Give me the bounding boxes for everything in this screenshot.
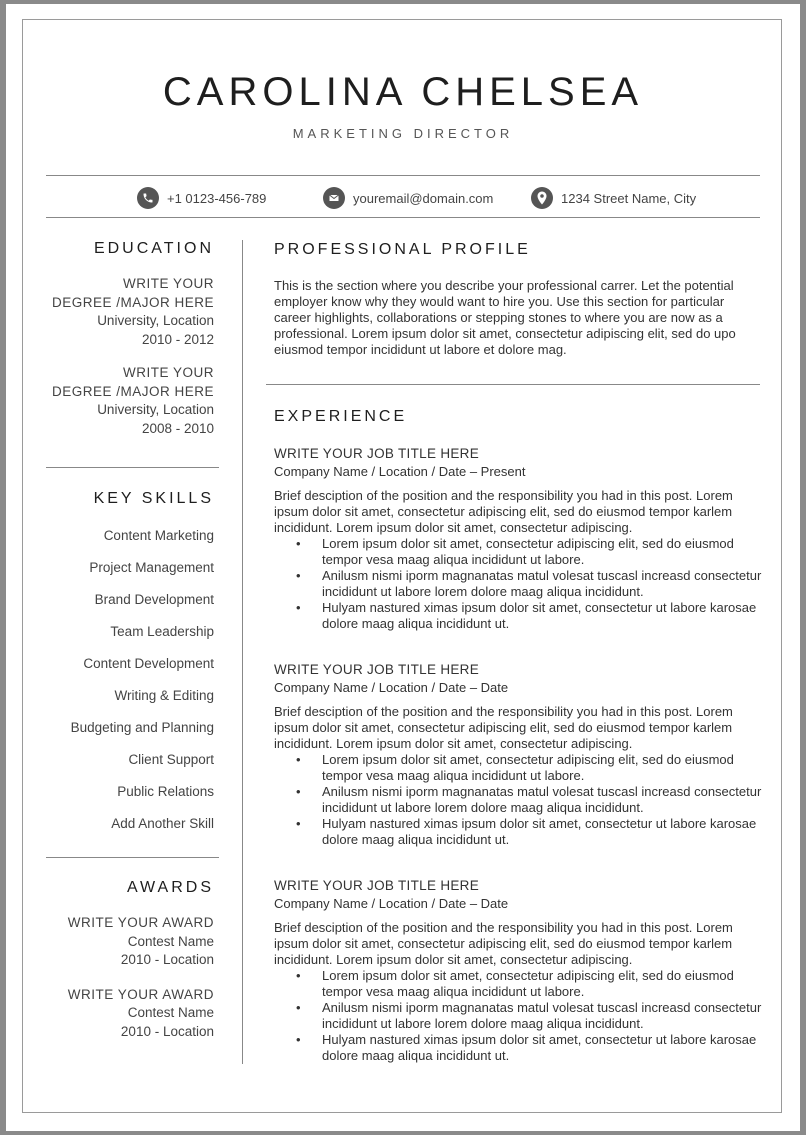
profile-divider — [266, 384, 760, 385]
resume-page — [6, 4, 800, 1131]
job-bullet: • Hulyam nastured ximas ipsum dolor sit amet, consectetur ut labore karosae dolore maag aliqua incididunt ut. — [322, 600, 764, 632]
job-entry — [274, 446, 764, 632]
candidate-role: MARKETING DIRECTOR — [292, 126, 514, 141]
skills-list — [46, 527, 214, 847]
skill-item: Add Another Skill — [111, 816, 214, 831]
skill-item: Project Management — [89, 560, 214, 575]
skills-divider — [46, 857, 219, 858]
profile-section — [274, 241, 764, 358]
skill-item: Content Development — [83, 656, 214, 671]
job-title: WRITE YOUR JOB TITLE HERE — [274, 662, 480, 677]
contact-divider-top — [46, 175, 760, 176]
award-item: WRITE YOUR AWARD Contest Name 2010 - Location — [67, 915, 214, 967]
skill-item: Client Support — [128, 752, 214, 767]
job-subtitle: Company Name / Location / Date – Present — [274, 464, 526, 479]
job-subtitle: Company Name / Location / Date – Date — [274, 680, 509, 695]
address-text: 1234 Street Name, City — [561, 190, 697, 206]
column-divider — [242, 240, 243, 1064]
job-title: WRITE YOUR JOB TITLE HERE — [274, 446, 480, 461]
contact-divider-bottom — [46, 217, 760, 218]
candidate-name: CAROLINA CHELSEA — [162, 70, 644, 114]
job-entry — [274, 878, 764, 1064]
job-description: Brief desciption of the position and the responsibility you had in this post. Lorem ipsum dolor sit amet, consectetur adipiscing elit, sed do eiusmod tempor karlem incididunt. Lorem ipsum dolor sit amet, consectetur adipiscing. — [274, 704, 733, 751]
job-bullet: • Hulyam nastured ximas ipsum dolor sit amet, consectetur ut labore karosae dolore maag aliqua incididunt ut. — [322, 816, 764, 848]
job-bullet: • Anilusm nismi iporm magnanatas matul volesat tuscasl increasd consectetur incididunt ut labore lorem dolore maag aliqua incididunt. — [322, 1000, 764, 1032]
skill-item: Content Marketing — [103, 528, 214, 543]
job-description: Brief desciption of the position and the responsibility you had in this post. Lorem ipsum dolor sit amet, consectetur adipiscing elit, sed do eiusmod tempor karlem incididunt. Lorem ipsum dolor sit amet, consectetur adipiscing. — [274, 488, 733, 535]
education-section — [46, 240, 214, 438]
job-bullet: • Anilusm nismi iporm magnanatas matul volesat tuscasl increasd consectetur incididunt ut labore lorem dolore maag aliqua incididunt. — [322, 568, 764, 600]
award-item: WRITE YOUR AWARD Contest Name 2010 - Location — [67, 986, 214, 1039]
education-divider — [46, 467, 219, 468]
skill-item: Brand Development — [94, 592, 214, 607]
skill-item: Budgeting and Planning — [70, 720, 214, 735]
experience-heading: EXPERIENCE — [274, 408, 408, 425]
skills-section — [46, 490, 214, 847]
phone-text: +1 0123-456-789 — [167, 190, 267, 206]
contact-address — [531, 187, 696, 209]
job-bullet: • Lorem ipsum dolor sit amet, consectetur adipiscing elit, sed do eiusmod tempor vesa maag aliqua incididunt ut labore. — [322, 536, 764, 568]
skills-heading: KEY SKILLS — [93, 490, 214, 507]
email-icon — [323, 187, 345, 209]
skill-item: Public Relations — [117, 784, 214, 799]
email-text: youremail@domain.com — [353, 190, 494, 206]
skill-item: Team Leadership — [110, 624, 214, 639]
location-pin-icon — [531, 187, 553, 209]
job-subtitle: Company Name / Location / Date – Date — [274, 896, 509, 911]
job-title: WRITE YOUR JOB TITLE HERE — [274, 878, 480, 893]
skill-item: Writing & Editing — [114, 688, 214, 703]
profile-text: This is the section where you describe your professional carrer. Let the potential employer know why they would want to hire you. Use this section for particular career highlights, collaborations or stepping stones to where you are now as a professional. Lorem ipsum dolor sit amet, consectetur adipiscing elit, sed do upo eiusmod tempor incididunt ut labore et dolore mag. — [274, 278, 736, 357]
contact-email — [323, 187, 493, 209]
awards-heading: AWARDS — [126, 879, 214, 896]
education-item: WRITE YOUR DEGREE /MAJOR HERE University, Location 2008 - 2010 — [51, 365, 214, 436]
job-bullets — [274, 752, 764, 848]
job-entry — [274, 662, 764, 848]
job-bullet: • Anilusm nismi iporm magnanatas matul volesat tuscasl increasd consectetur incididunt ut labore lorem dolore maag aliqua incididunt. — [322, 784, 764, 816]
job-bullet: • Lorem ipsum dolor sit amet, consectetur adipiscing elit, sed do eiusmod tempor vesa maag aliqua incididunt ut labore. — [322, 968, 764, 1000]
job-bullet: • Hulyam nastured ximas ipsum dolor sit amet, consectetur ut labore karosae dolore maag aliqua incididunt ut. — [322, 1032, 764, 1064]
contact-phone — [137, 187, 266, 209]
job-description: Brief desciption of the position and the responsibility you had in this post. Lorem ipsum dolor sit amet, consectetur adipiscing elit, sed do eiusmod tempor karlem incididunt. Lorem ipsum dolor sit amet, consectetur adipiscing. — [274, 920, 733, 967]
phone-icon — [137, 187, 159, 209]
awards-section — [46, 879, 214, 1041]
job-bullet: • Lorem ipsum dolor sit amet, consectetur adipiscing elit, sed do eiusmod tempor vesa maag aliqua incididunt ut labore. — [322, 752, 764, 784]
job-bullets — [274, 536, 764, 632]
profile-heading: PROFESSIONAL PROFILE — [274, 241, 531, 258]
job-bullets — [274, 968, 764, 1064]
education-heading: EDUCATION — [93, 240, 214, 257]
experience-section — [274, 408, 764, 1064]
education-item: WRITE YOUR DEGREE /MAJOR HERE University, Location 2010 - 2012 — [51, 276, 214, 347]
